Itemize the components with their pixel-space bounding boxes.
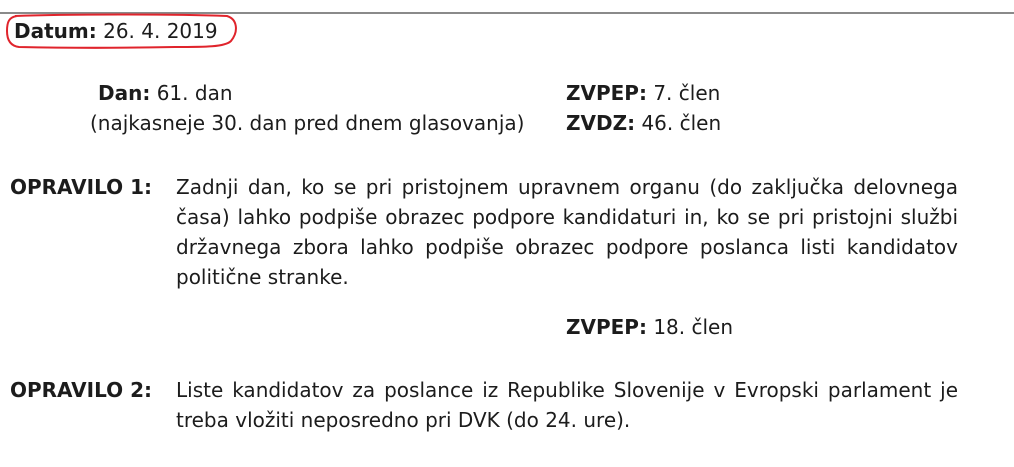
legal-ref-label: ZVPEP: (566, 315, 647, 339)
task-2-text: Liste kandidatov za poslance iz Republike Slovenije v Evropski parlament je treba vložiti neposredno pri DVK (do 24. ure). (176, 378, 958, 432)
date-line (14, 17, 218, 45)
day-label: Dan: (98, 81, 151, 105)
legal-ref-zvpep (566, 79, 720, 107)
task-1-label: OPRAVILO 1: (10, 175, 153, 199)
date-value: 26. 4. 2019 (103, 19, 218, 43)
day-value: 61. dan (156, 81, 233, 105)
legal-ref-zvdz (566, 109, 721, 137)
day-note: (najkasneje 30. dan pred dnem glasovanja) (90, 111, 525, 135)
task-2-label: OPRAVILO 2: (10, 378, 153, 402)
legal-ref-value: 18. člen (653, 315, 734, 339)
legal-ref-label: ZVDZ: (566, 111, 636, 135)
date-label: Datum: (14, 19, 97, 43)
legal-ref-value: 7. člen (653, 81, 721, 105)
legal-ref-task-1 (566, 313, 733, 341)
legal-ref-value: 46. člen (641, 111, 722, 135)
task-1-text: Zadnji dan, ko se pri pristojnem upravnem organu (do zaključka delovnega časa) lahko podpiše obrazec podpore kandidaturi in, ko se pri pristojni službi državnega zbora lahko podpiše obrazec podpore poslanca listi kandidatov politične stranke. (176, 175, 958, 289)
day-line (98, 79, 233, 107)
legal-ref-label: ZVPEP: (566, 81, 647, 105)
